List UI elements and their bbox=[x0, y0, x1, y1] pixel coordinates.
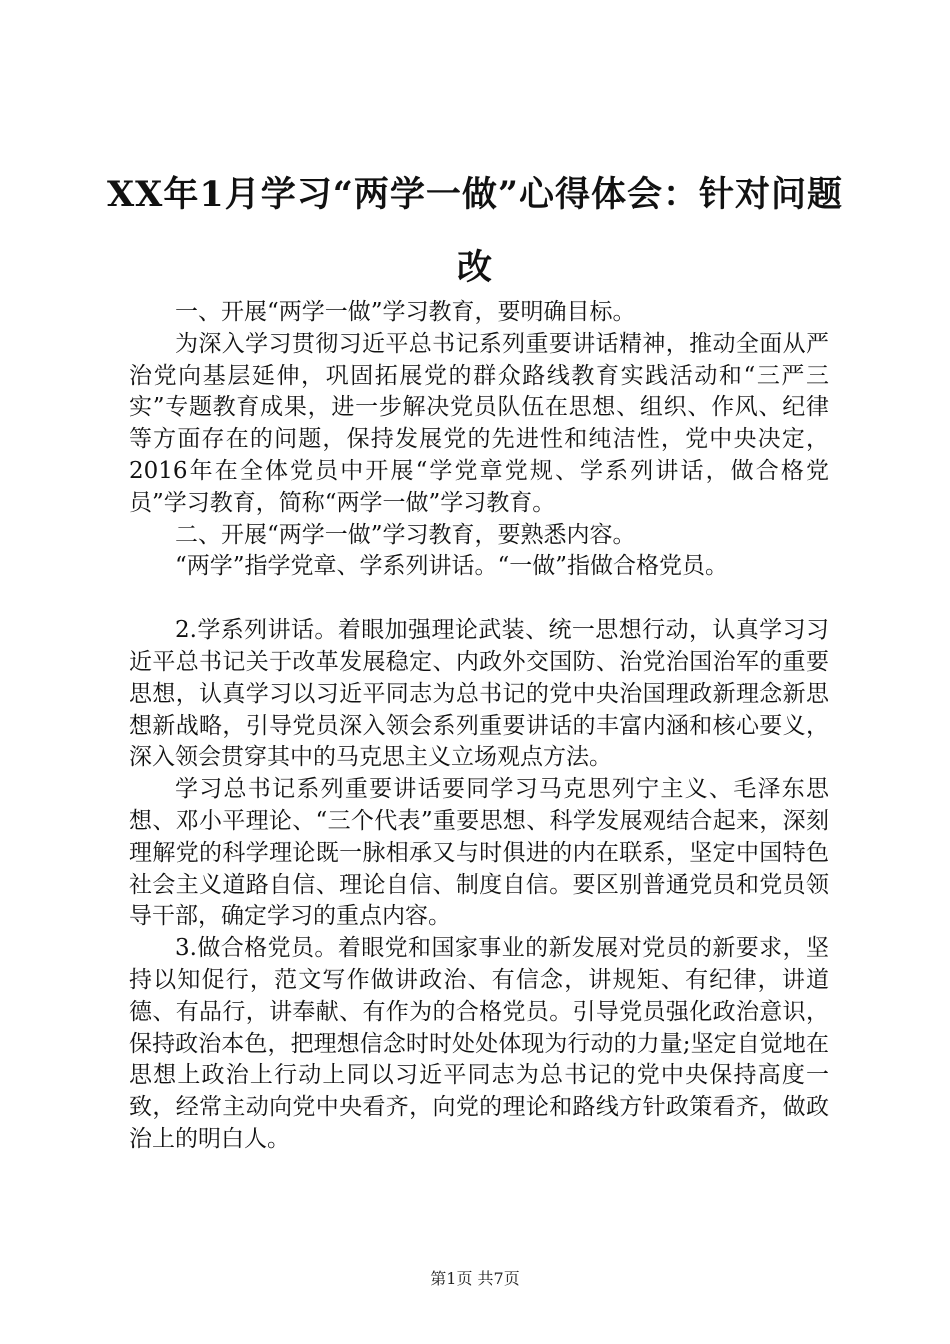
paragraph-item-3: 3.做合格党员。着眼党和国家事业的新发展对党员的新要求，坚持以知促行，范文写作做讲政治、有信念，讲规矩、有纪律，讲道德、有品行，讲奉献、有作为的合格党员。引导党员强化政治意识，保持政治本色，把理想信念时时处处体现为行动的力量;坚定自觉地在思想上政治上行动上同以习近平同志为总书记的党中央保持高度一致，经常主动向党中央看齐，向党的理论和路线方针政策看齐，做政治上的明白人。 bbox=[129, 935, 829, 1152]
paragraph-section-2-heading: 二、开展“两学一做”学习教育，要熟悉内容。 bbox=[175, 521, 636, 548]
paragraph-section-1-body: 为深入学习贯彻习近平总书记系列重要讲话精神，推动全面从严治党向基层延伸，巩固拓展党的群众路线教育实践活动和“三严三实”专题教育成果，进一步解决党员队伍在思想、组织、作风、纪律等方面存在的问题，保持发展党的先进性和纯洁性，党中央决定，2016年在全体党员中开展“学党章党规、学系列讲话，做合格党员”学习教育，简称“两学一做”学习教育。 bbox=[129, 330, 829, 516]
document-body bbox=[129, 297, 829, 1156]
paragraph-gap bbox=[129, 583, 829, 615]
paragraph-section-1-heading: 一、开展“两学一做”学习教育，要明确目标。 bbox=[175, 299, 636, 325]
page-number-footer: 第1页 共7页 bbox=[430, 1269, 520, 1288]
paragraph-section-2-intro: “两学”指学党章、学系列讲话。“一做”指做合格党员。 bbox=[175, 553, 729, 580]
paragraph-item-2: 2.学系列讲话。着眼加强理论武装、统一思想行动，认真学习习近平总书记关于改革发展稳定、内政外交国防、治党治国治军的重要思想，认真学习以习近平同志为总书记的党中央治国理政新理念新思想新战略，引导党员深入领会系列重要讲话的丰富内涵和核心要义，深入领会贯穿其中的马克思主义立场观点方法。 bbox=[129, 617, 829, 771]
document-title: XX年1月学习“两学一做”心得体会：针对问题改 bbox=[107, 174, 843, 288]
paragraph-item-2-detail: 学习总书记系列重要讲话要同学习马克思列宁主义、毛泽东思想、邓小平理论、“三个代表”重要思想、科学发展观结合起来，深刻理解党的科学理论既一脉相承又与时俱进的内在联系，坚定中国特色社会主义道路自信、理论自信、制度自信。要区别普通党员和党员领导干部，确定学习的重点内容。 bbox=[129, 776, 829, 930]
